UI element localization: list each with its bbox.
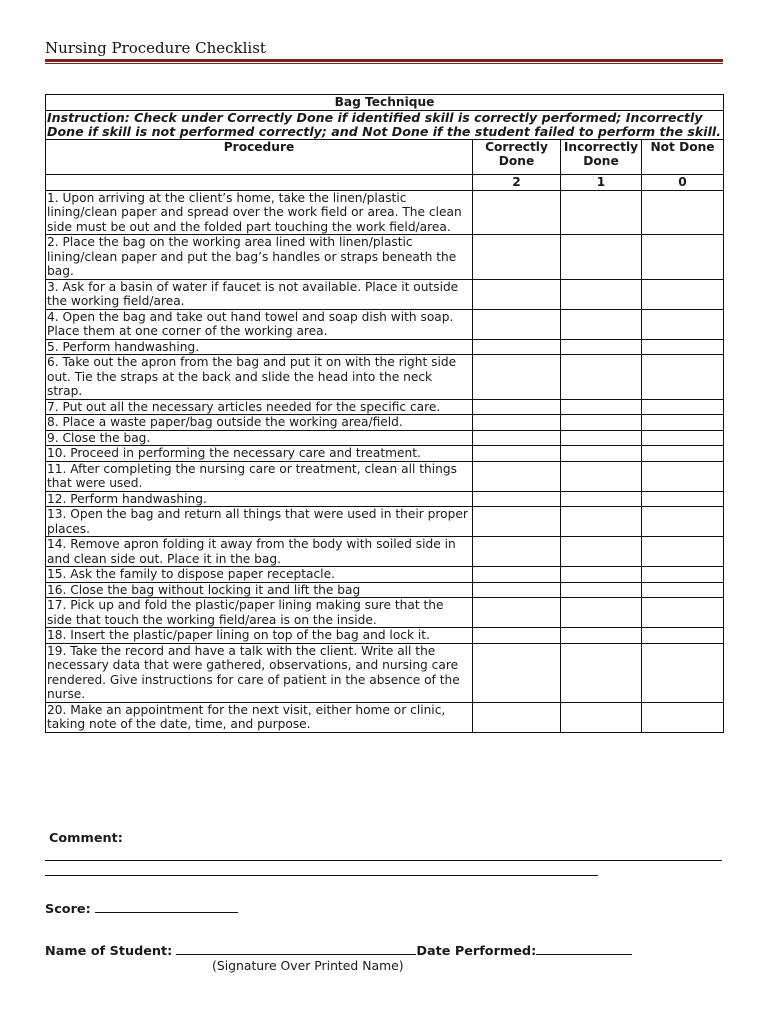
incorrectly-done-check-cell[interactable] (561, 355, 642, 400)
header-rule (45, 59, 723, 62)
incorrectly-done-check-cell[interactable] (561, 340, 642, 356)
not-done-check-cell[interactable] (642, 235, 723, 280)
student-name-label: Name of Student: (45, 944, 173, 959)
not-done-check-cell[interactable] (642, 583, 723, 599)
correctly-done-check-cell[interactable] (473, 492, 561, 508)
not-done-check-cell[interactable] (642, 400, 723, 416)
score-field[interactable] (95, 912, 238, 913)
comment-label: Comment: (49, 831, 123, 846)
procedure-step-text: 4. Open the bag and take out hand towel and soap dish with soap. Place them at one corner of the working area. (46, 310, 473, 340)
column-header-procedure: Procedure (46, 140, 473, 175)
procedure-step-text: 19. Take the record and have a talk with the client. Write all the necessary data that were gathered, observations, and nursing care rendered. Give instructions for care of patient in the absence of the nurse. (46, 644, 473, 703)
correctly-done-check-cell[interactable] (473, 235, 561, 280)
incorrectly-done-check-cell[interactable] (561, 537, 642, 567)
procedure-step-text: 9. Close the bag. (46, 431, 473, 447)
comment-line-1[interactable] (45, 860, 722, 861)
incorrectly-done-check-cell[interactable] (561, 628, 642, 644)
table-title: Bag Technique (46, 95, 723, 111)
student-name-field[interactable] (176, 954, 416, 955)
procedure-step-text: 6. Take out the apron from the bag and put it on with the right side out. Tie the straps at the back and slide the head into the neck strap. (46, 355, 473, 400)
not-done-check-cell[interactable] (642, 191, 723, 236)
not-done-check-cell[interactable] (642, 310, 723, 340)
table-row (46, 340, 723, 356)
correctly-done-check-cell[interactable] (473, 583, 561, 599)
table-row (46, 507, 723, 537)
incorrectly-done-check-cell[interactable] (561, 567, 642, 583)
correctly-done-check-cell[interactable] (473, 340, 561, 356)
score-incorrectly-done: 1 (561, 175, 642, 191)
score-correctly-done: 2 (473, 175, 561, 191)
instruction-text: Instruction: Check under Correctly Done if identified skill is correctly performed; Incorrectly Done if skill is not performed correctly; and Not Done if the student failed to perform the skill. (47, 110, 721, 139)
not-done-check-cell[interactable] (642, 446, 723, 462)
procedure-step-text: 10. Proceed in performing the necessary care and treatment. (46, 446, 473, 462)
correctly-done-check-cell[interactable] (473, 644, 561, 703)
correctly-done-check-cell[interactable] (473, 355, 561, 400)
comment-line-2[interactable] (45, 875, 598, 876)
instruction-row (46, 111, 723, 140)
score-row (46, 175, 723, 191)
table-row (46, 235, 723, 280)
incorrectly-done-check-cell[interactable] (561, 492, 642, 508)
score-blank-cell (46, 175, 473, 191)
not-done-check-cell[interactable] (642, 644, 723, 703)
table-row (46, 703, 723, 732)
incorrectly-done-check-cell[interactable] (561, 703, 642, 732)
header-rule-thin (45, 63, 723, 64)
incorrectly-done-check-cell[interactable] (561, 583, 642, 599)
date-performed-field[interactable] (536, 954, 632, 955)
score-not-done: 0 (642, 175, 723, 191)
procedure-step-text: 16. Close the bag without locking it and lift the bag (46, 583, 473, 599)
not-done-check-cell[interactable] (642, 431, 723, 447)
table-row (46, 446, 723, 462)
score-label: Score: (45, 902, 91, 917)
not-done-check-cell[interactable] (642, 492, 723, 508)
procedure-step-text: 15. Ask the family to dispose paper receptacle. (46, 567, 473, 583)
procedure-step-text: 13. Open the bag and return all things that were used in their proper places. (46, 507, 473, 537)
correctly-done-check-cell[interactable] (473, 507, 561, 537)
procedure-step-text: 5. Perform handwashing. (46, 340, 473, 356)
table-row (46, 400, 723, 416)
correctly-done-check-cell[interactable] (473, 537, 561, 567)
incorrectly-done-check-cell[interactable] (561, 644, 642, 703)
table-row (46, 583, 723, 599)
correctly-done-check-cell[interactable] (473, 462, 561, 492)
not-done-check-cell[interactable] (642, 415, 723, 431)
table-row (46, 537, 723, 567)
incorrectly-done-check-cell[interactable] (561, 191, 642, 236)
table-row (46, 191, 723, 236)
not-done-check-cell[interactable] (642, 537, 723, 567)
incorrectly-done-check-cell[interactable] (561, 462, 642, 492)
incorrectly-done-check-cell[interactable] (561, 507, 642, 537)
table-row (46, 462, 723, 492)
correctly-done-check-cell[interactable] (473, 280, 561, 310)
correctly-done-check-cell[interactable] (473, 703, 561, 732)
table-row (46, 310, 723, 340)
table-row (46, 415, 723, 431)
table-row (46, 598, 723, 628)
not-done-check-cell[interactable] (642, 703, 723, 732)
checklist-table (45, 94, 724, 733)
procedure-step-text: 14. Remove apron folding it away from the body with soiled side in and clean side out. Place it in the bag. (46, 537, 473, 567)
procedure-step-text: 11. After completing the nursing care or treatment, clean all things that were used. (46, 462, 473, 492)
incorrectly-done-check-cell[interactable] (561, 400, 642, 416)
table-title-row (46, 95, 723, 111)
procedure-step-text: 8. Place a waste paper/bag outside the working area/field. (46, 415, 473, 431)
correctly-done-check-cell[interactable] (473, 598, 561, 628)
incorrectly-done-check-cell[interactable] (561, 415, 642, 431)
table-row (46, 492, 723, 508)
table-row (46, 628, 723, 644)
table-row (46, 431, 723, 447)
page-title: Nursing Procedure Checklist (45, 39, 266, 57)
table-row (46, 644, 723, 703)
procedure-step-text: 12. Perform handwashing. (46, 492, 473, 508)
column-header-incorrectly-done: Incorrectly Done (561, 140, 642, 175)
column-header-not-done: Not Done (642, 140, 723, 175)
not-done-check-cell[interactable] (642, 280, 723, 310)
column-header-correctly-done: Correctly Done (473, 140, 561, 175)
correctly-done-check-cell[interactable] (473, 567, 561, 583)
not-done-check-cell[interactable] (642, 628, 723, 644)
not-done-check-cell[interactable] (642, 567, 723, 583)
correctly-done-check-cell[interactable] (473, 310, 561, 340)
table-row (46, 355, 723, 400)
table-row (46, 567, 723, 583)
correctly-done-check-cell[interactable] (473, 431, 561, 447)
procedure-step-text: 17. Pick up and fold the plastic/paper lining making sure that the side that touch the working field/area is on the inside. (46, 598, 473, 628)
procedure-step-text: 1. Upon arriving at the client’s home, take the linen/plastic lining/clean paper and spread over the work field or area. The clean side must be out and the folded part touching the work field/area. (46, 191, 473, 236)
not-done-check-cell[interactable] (642, 462, 723, 492)
table-row (46, 280, 723, 310)
correctly-done-check-cell[interactable] (473, 446, 561, 462)
correctly-done-check-cell[interactable] (473, 400, 561, 416)
not-done-check-cell[interactable] (642, 598, 723, 628)
correctly-done-check-cell[interactable] (473, 415, 561, 431)
not-done-check-cell[interactable] (642, 355, 723, 400)
incorrectly-done-check-cell[interactable] (561, 280, 642, 310)
column-header-row (46, 140, 723, 175)
correctly-done-check-cell[interactable] (473, 628, 561, 644)
not-done-check-cell[interactable] (642, 507, 723, 537)
incorrectly-done-check-cell[interactable] (561, 431, 642, 447)
procedure-step-text: 20. Make an appointment for the next visit, either home or clinic, taking note of the date, time, and purpose. (46, 703, 473, 732)
procedure-step-text: 3. Ask for a basin of water if faucet is not available. Place it outside the working field/area. (46, 280, 473, 310)
procedure-step-text: 7. Put out all the necessary articles needed for the specific care. (46, 400, 473, 416)
signature-note: (Signature Over Printed Name) (212, 958, 404, 973)
incorrectly-done-check-cell[interactable] (561, 235, 642, 280)
incorrectly-done-check-cell[interactable] (561, 446, 642, 462)
incorrectly-done-check-cell[interactable] (561, 598, 642, 628)
procedure-step-text: 18. Insert the plastic/paper lining on top of the bag and lock it. (46, 628, 473, 644)
correctly-done-check-cell[interactable] (473, 191, 561, 236)
incorrectly-done-check-cell[interactable] (561, 310, 642, 340)
date-performed-label: Date Performed: (416, 944, 537, 959)
not-done-check-cell[interactable] (642, 340, 723, 356)
procedure-step-text: 2. Place the bag on the working area lined with linen/plastic lining/clean paper and put the bag’s handles or straps beneath the bag. (46, 235, 473, 280)
